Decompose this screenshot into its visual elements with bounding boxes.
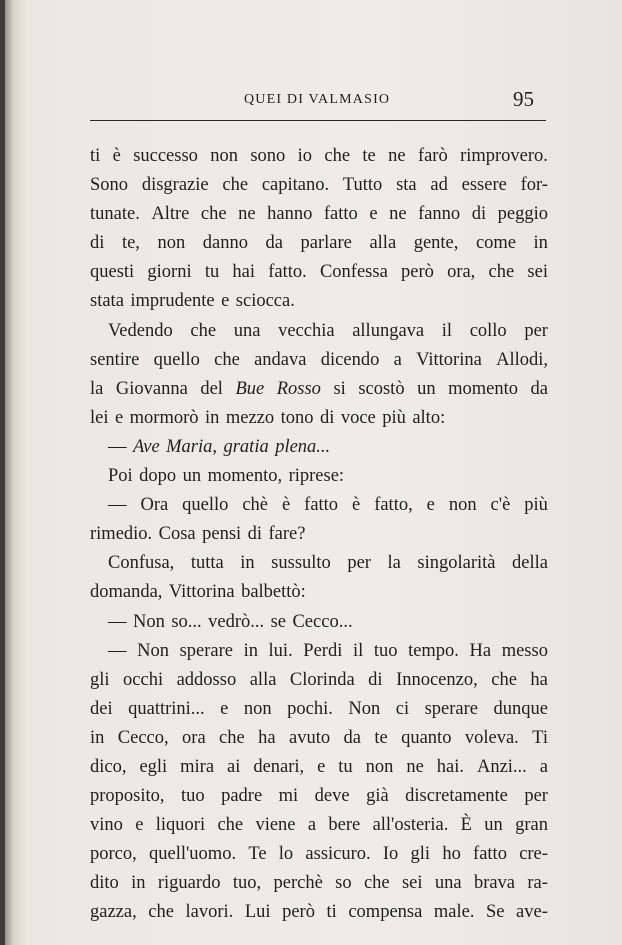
text-line: — Ave Maria, gratia plena... [108,436,331,457]
text-line: stata imprudente e sciocca. [90,291,295,312]
text-line: vino e liquori che viene a bere all'osteria. È un gran [90,815,548,836]
text-line: gazza, che lavori. Lui però ti compensa male. Se ave- [90,902,548,923]
text-line: Sono disgrazie che capitano. Tutto sta ad essere for- [90,175,548,196]
text-line: Poi dopo un momento, riprese: [108,466,345,487]
text-line: la Giovanna del Bue Rosso si scostò un momento da [90,378,548,399]
text-line: domanda, Vittorina balbettò: [90,582,306,603]
text-line: — Non sperare in lui. Perdi il tuo tempo. Ha messo [108,640,548,661]
text-line: ti è successo non sono io che te ne farò rimprovero. [90,146,548,166]
text-line: — Ora quello chè è fatto è fatto, e non c'è più [108,495,548,516]
page-number: 95 [513,87,534,111]
text-line: dito in riguardo tuo, perchè so che sei una brava ra- [90,873,548,894]
body-text [90,142,548,928]
text-line: dico, egli mira ai denari, e tu non ne hai. Anzi... a [90,756,548,777]
header-rule [90,120,546,121]
text-line: Confusa, tutta in sussulto per la singolarità della [108,553,548,574]
text-line: dei quattrini... e non pochi. Non ci sperare dunque [90,698,548,719]
text-line: Vedendo che una vecchia allungava il collo per [108,320,548,341]
text-line: gli occhi addosso alla Clorinda di Innocenzo, che ha [90,669,548,690]
text-line: di te, non danno da parlare alla gente, come in [90,233,548,254]
text-line: in Cecco, ora che ha avuto da te quanto voleva. Ti [90,727,548,748]
text-line: proposito, tuo padre mi deve già discretamente per [90,786,548,807]
page-header [90,88,542,118]
book-spine-shadow [0,0,5,945]
text-line: porco, quell'uomo. Te lo assicuro. Io gli ho fatto cre- [90,844,548,865]
text-line: rimedio. Cosa pensi di fare? [90,524,306,545]
text-line: tunate. Altre che ne hanno fatto e ne fanno di peggio [90,204,548,225]
running-title: QUEI DI VALMASIO [244,92,391,107]
text-line: — Non so... vedrò... se Cecco... [108,611,353,632]
text-line: questi giorni tu hai fatto. Confessa però ora, che sei [90,262,548,283]
text-line: lei e mormorò in mezzo tono di voce più alto: [90,407,446,428]
text-line: sentire quello che andava dicendo a Vittorina Allodi, [90,349,548,370]
